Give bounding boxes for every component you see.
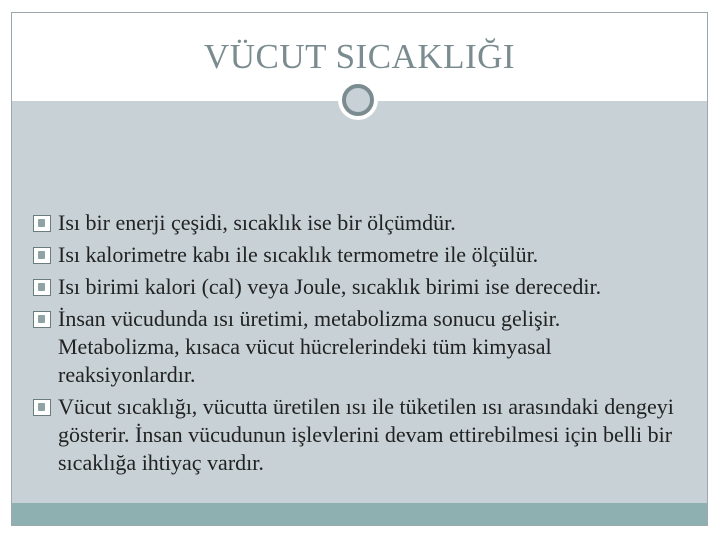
bullet-item [12,393,707,477]
bullet-item [12,305,707,389]
bullet-item [12,241,707,269]
square-bullet-icon [33,399,51,416]
slide-title: VÜCUT SICAKLIĞI [203,37,516,76]
bullet-item [12,209,707,237]
ring-circle-inner [342,84,374,116]
ring-circle-icon [338,80,378,120]
footer-bar [12,503,707,525]
slide [11,12,708,526]
bullet-text: Isı birimi kalori (cal) veya Joule, sıcaklık birimi ise derecedir. [58,274,602,299]
square-bullet-icon [33,279,51,296]
bullet-text: Isı bir enerji çeşidi, sıcaklık ise bir ölçümdür. [58,210,456,235]
bullet-text: Vücut sıcaklığı, vücutta üretilen ısı ile tüketilen ısı arasındaki dengeyi gösterir. İnsan vücudunun işlevlerini devam ettirebilmesi için belli bir sıcaklığa ihtiyaç vardır. [58,394,674,475]
square-bullet-icon [33,247,51,264]
bullet-text: İnsan vücudunda ısı üretimi, metabolizma sonucu gelişir. Metabolizma, kısaca vücut hücrelerindeki tüm kimyasal reaksiyonlardır. [58,306,561,387]
content-area [12,101,707,503]
bullet-text: Isı kalorimetre kabı ile sıcaklık termometre ile ölçülür. [58,242,539,267]
bullet-list [12,209,707,481]
bullet-item [12,273,707,301]
square-bullet-icon [33,215,51,232]
square-bullet-icon [33,311,51,328]
